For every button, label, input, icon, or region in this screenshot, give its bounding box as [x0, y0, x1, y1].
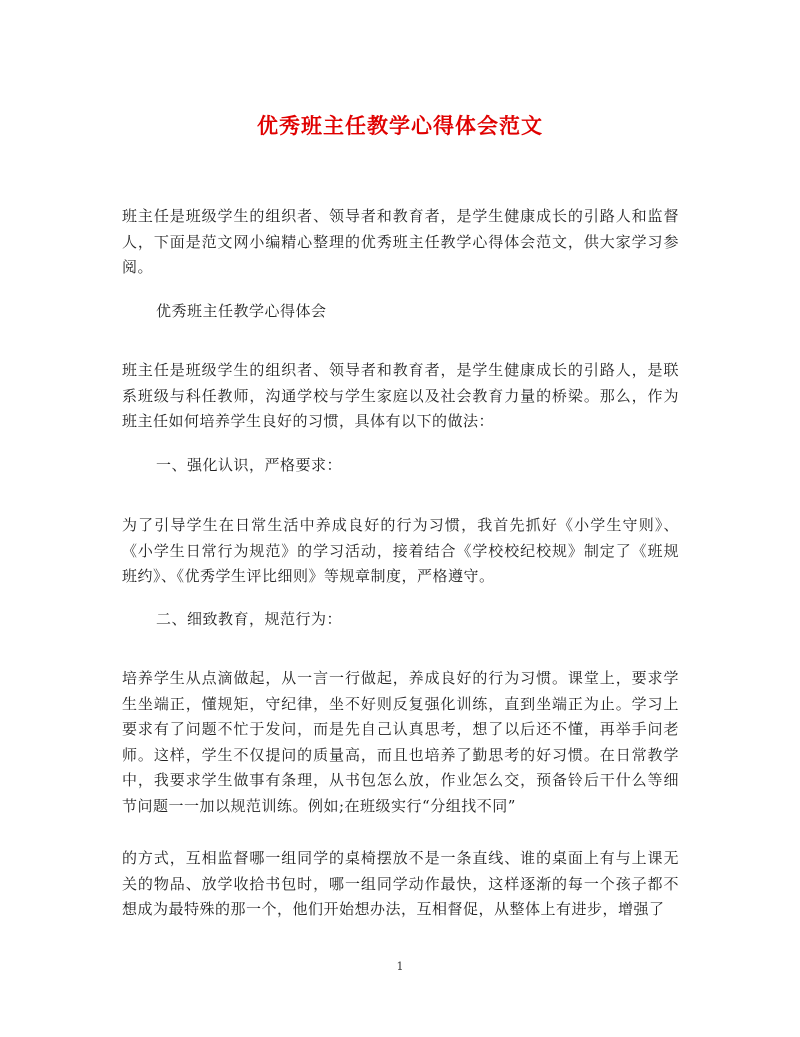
- paragraph-1: 班主任是班级学生的组织者、领导者和教育者，是学生健康成长的引路人，是联系班级与科任教师，沟通学校与学生家庭以及社会教育力量的桥梁。那么，作为班主任如何培养学生良好的习惯，具体有以下的做法：: [122, 361, 679, 430]
- section-heading-1: 一、强化认识，严格要求：: [156, 456, 343, 474]
- intro-paragraph: 班主任是班级学生的组织者、领导者和教育者，是学生健康成长的引路人和监督人，下面是范文网小编精心整理的优秀班主任教学心得体会范文，供大家学习参阅。: [122, 207, 679, 276]
- document-title: 优秀班主任教学心得体会范文: [257, 113, 543, 138]
- paragraph-4: 的方式，互相监督哪一组同学的桌椅摆放不是一条直线、谁的桌面上有与上课无关的物品、放学收拾书包时，哪一组同学动作最快，这样逐渐的每一个孩子都不想成为最特殊的那一个，他们开始想办法，互相督促，从整体上有进步，增强了: [122, 849, 679, 918]
- subtitle: 优秀班主任教学心得体会: [156, 302, 327, 320]
- section-heading-2: 二、细致教育，规范行为：: [156, 610, 343, 628]
- page-number: 1: [396, 960, 404, 973]
- paragraph-3: 培养学生从点滴做起，从一言一行做起，养成良好的行为习惯。课堂上，要求学生坐端正，懂规矩，守纪律，坐不好则反复强化训练，直到坐端正为止。学习上要求有了问题不忙于发问，而是先自己认真思考，想了以后还不懂，再举手问老师。这样，学生不仅提问的质量高，而且也培养了勤思考的好习惯。在日常教学中，我要求学生做事有条理，从书包怎么放，作业怎么交，预备铃后干什么等细节问题一一加以规范训练。例如;在班级实行“分组找不同”: [122, 669, 679, 815]
- paragraph-2: 为了引导学生在日常生活中养成良好的行为习惯，我首先抓好《小学生守则》、《小学生日常行为规范》的学习活动，接着结合《学校校纪校规》制定了《班规班约》、《优秀学生评比细则》等规章制度，严格遵守。: [122, 516, 679, 585]
